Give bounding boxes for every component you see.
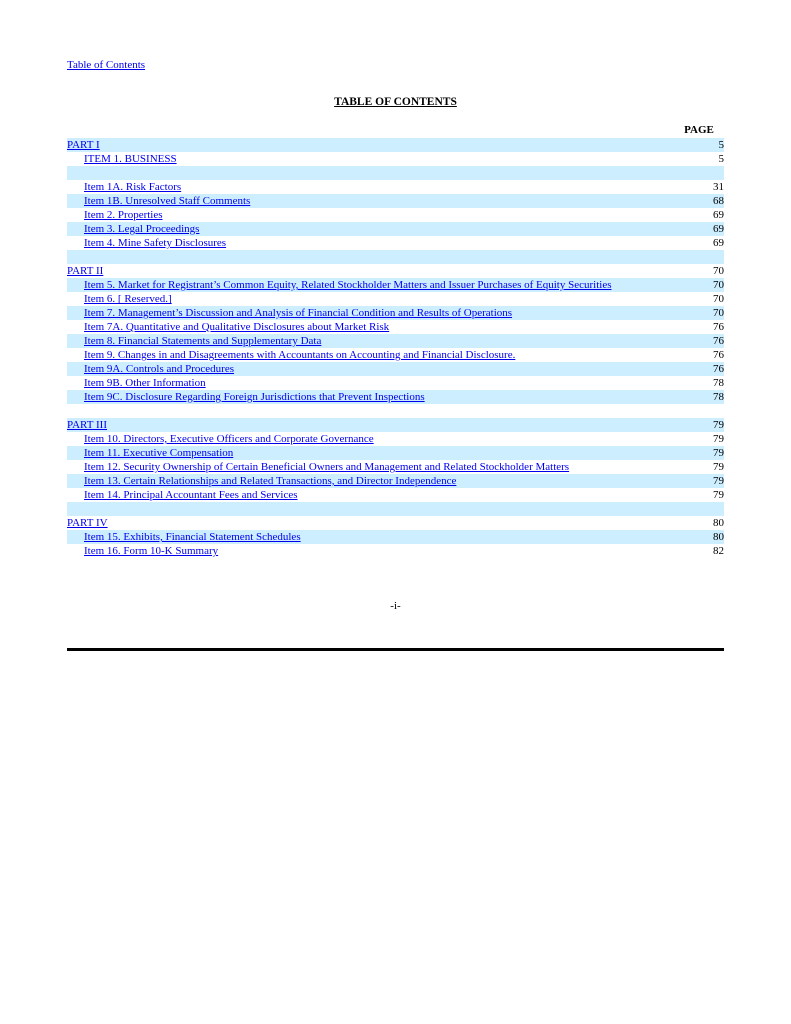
toc-entry-link[interactable]: Item 11. Executive Compensation	[84, 447, 234, 459]
toc-row	[67, 502, 724, 516]
toc-entry-link[interactable]: Item 12. Security Ownership of Certain Beneficial Owners and Management and Related Stockholder Matters	[84, 461, 570, 473]
table-of-contents-link[interactable]: Table of Contents	[67, 59, 146, 71]
toc-heading: TABLE OF CONTENTS	[334, 96, 457, 108]
toc-row	[67, 376, 724, 390]
toc-row	[67, 306, 724, 320]
toc-row	[67, 390, 724, 404]
toc-entry-link[interactable]: Item 14. Principal Accountant Fees and Services	[84, 489, 298, 501]
toc-row	[67, 348, 724, 362]
toc-row	[67, 250, 724, 264]
toc-page-number: 69	[713, 209, 724, 221]
toc-page-number: 31	[713, 181, 724, 193]
toc-entry-link[interactable]: Item 9C. Disclosure Regarding Foreign Jurisdictions that Prevent Inspections	[84, 391, 425, 403]
toc-page-number: 79	[713, 489, 724, 501]
toc-entry-link[interactable]: PART III	[67, 419, 107, 431]
toc-page-number: 76	[713, 363, 724, 375]
toc-entry-link[interactable]: Item 10. Directors, Executive Officers and Corporate Governance	[84, 433, 374, 445]
toc-entry-link[interactable]: Item 4. Mine Safety Disclosures	[84, 237, 227, 249]
toc-page-number: 82	[713, 545, 724, 557]
toc-row	[67, 474, 724, 488]
toc-entry-link[interactable]: Item 2. Properties	[84, 209, 163, 221]
toc-page-number: 80	[713, 517, 724, 529]
toc-page-number: 78	[713, 377, 724, 389]
toc-row	[67, 418, 724, 432]
toc-row	[67, 236, 724, 250]
toc-row	[67, 544, 724, 558]
toc-entry-link[interactable]: Item 1A. Risk Factors	[84, 181, 182, 193]
toc-entry-link[interactable]: Item 1B. Unresolved Staff Comments	[84, 195, 251, 207]
toc-page-number: 78	[713, 391, 724, 403]
toc-table	[67, 138, 724, 558]
toc-page-number: 76	[713, 321, 724, 333]
toc-row	[67, 516, 724, 530]
toc-entry-link[interactable]: Item 7. Management’s Discussion and Analysis of Financial Condition and Results of Operations	[84, 307, 513, 319]
toc-page-number: 5	[718, 139, 724, 151]
toc-row	[67, 404, 724, 418]
toc-page-number: 68	[713, 195, 724, 207]
bottom-rule	[67, 648, 724, 651]
toc-row	[67, 334, 724, 348]
toc-page-number: 70	[713, 279, 724, 291]
toc-row	[67, 488, 724, 502]
toc-entry-link[interactable]: Item 8. Financial Statements and Supplementary Data	[84, 335, 322, 347]
toc-entry-link[interactable]: Item 13. Certain Relationships and Related Transactions, and Director Independence	[84, 475, 457, 487]
toc-entry-link[interactable]: Item 3. Legal Proceedings	[84, 223, 200, 235]
page-column-heading: PAGE	[674, 124, 724, 139]
toc-entry-link[interactable]: PART I	[67, 139, 100, 151]
toc-row	[67, 446, 724, 460]
toc-row	[67, 138, 724, 152]
toc-page-number: 5	[718, 153, 724, 165]
toc-page-number: 79	[713, 461, 724, 473]
toc-row	[67, 432, 724, 446]
toc-entry-link[interactable]: PART II	[67, 265, 104, 277]
toc-row	[67, 194, 724, 208]
toc-page-number: 70	[713, 265, 724, 277]
toc-row	[67, 152, 724, 166]
toc-row	[67, 320, 724, 334]
toc-page-number: 69	[713, 237, 724, 249]
toc-row	[67, 264, 724, 278]
toc-row	[67, 222, 724, 236]
toc-entry-link[interactable]: Item 9. Changes in and Disagreements with Accountants on Accounting and Financial Disclosure.	[84, 349, 516, 361]
toc-page-number: 70	[713, 293, 724, 305]
toc-entry-link[interactable]: ITEM 1. BUSINESS	[84, 153, 177, 165]
page-number-footer: -i-	[390, 600, 401, 612]
toc-row	[67, 362, 724, 376]
toc-page-number: 80	[713, 531, 724, 543]
toc-page-number: 79	[713, 433, 724, 445]
toc-entry-link[interactable]: PART IV	[67, 517, 108, 529]
toc-row	[67, 292, 724, 306]
toc-page-number: 76	[713, 349, 724, 361]
toc-row	[67, 166, 724, 180]
toc-page-number: 79	[713, 419, 724, 431]
toc-page-number: 79	[713, 447, 724, 459]
toc-page-number: 79	[713, 475, 724, 487]
toc-page-number: 69	[713, 223, 724, 235]
toc-entry-link[interactable]: Item 9A. Controls and Procedures	[84, 363, 234, 375]
toc-row	[67, 208, 724, 222]
toc-entry-link[interactable]: Item 5. Market for Registrant’s Common Equity, Related Stockholder Matters and Issuer Purchases of Equity Securities	[84, 279, 612, 291]
toc-row	[67, 460, 724, 474]
toc-entry-link[interactable]: Item 16. Form 10-K Summary	[84, 545, 219, 557]
toc-entry-link[interactable]: Item 6. [ Reserved.]	[84, 293, 172, 305]
toc-entry-link[interactable]: Item 9B. Other Information	[84, 377, 206, 389]
toc-row	[67, 530, 724, 544]
toc-row	[67, 180, 724, 194]
toc-entry-link[interactable]: Item 7A. Quantitative and Qualitative Disclosures about Market Risk	[84, 321, 390, 333]
toc-page-number: 76	[713, 335, 724, 347]
toc-page-number: 70	[713, 307, 724, 319]
toc-entry-link[interactable]: Item 15. Exhibits, Financial Statement Schedules	[84, 531, 301, 543]
toc-row	[67, 278, 724, 292]
